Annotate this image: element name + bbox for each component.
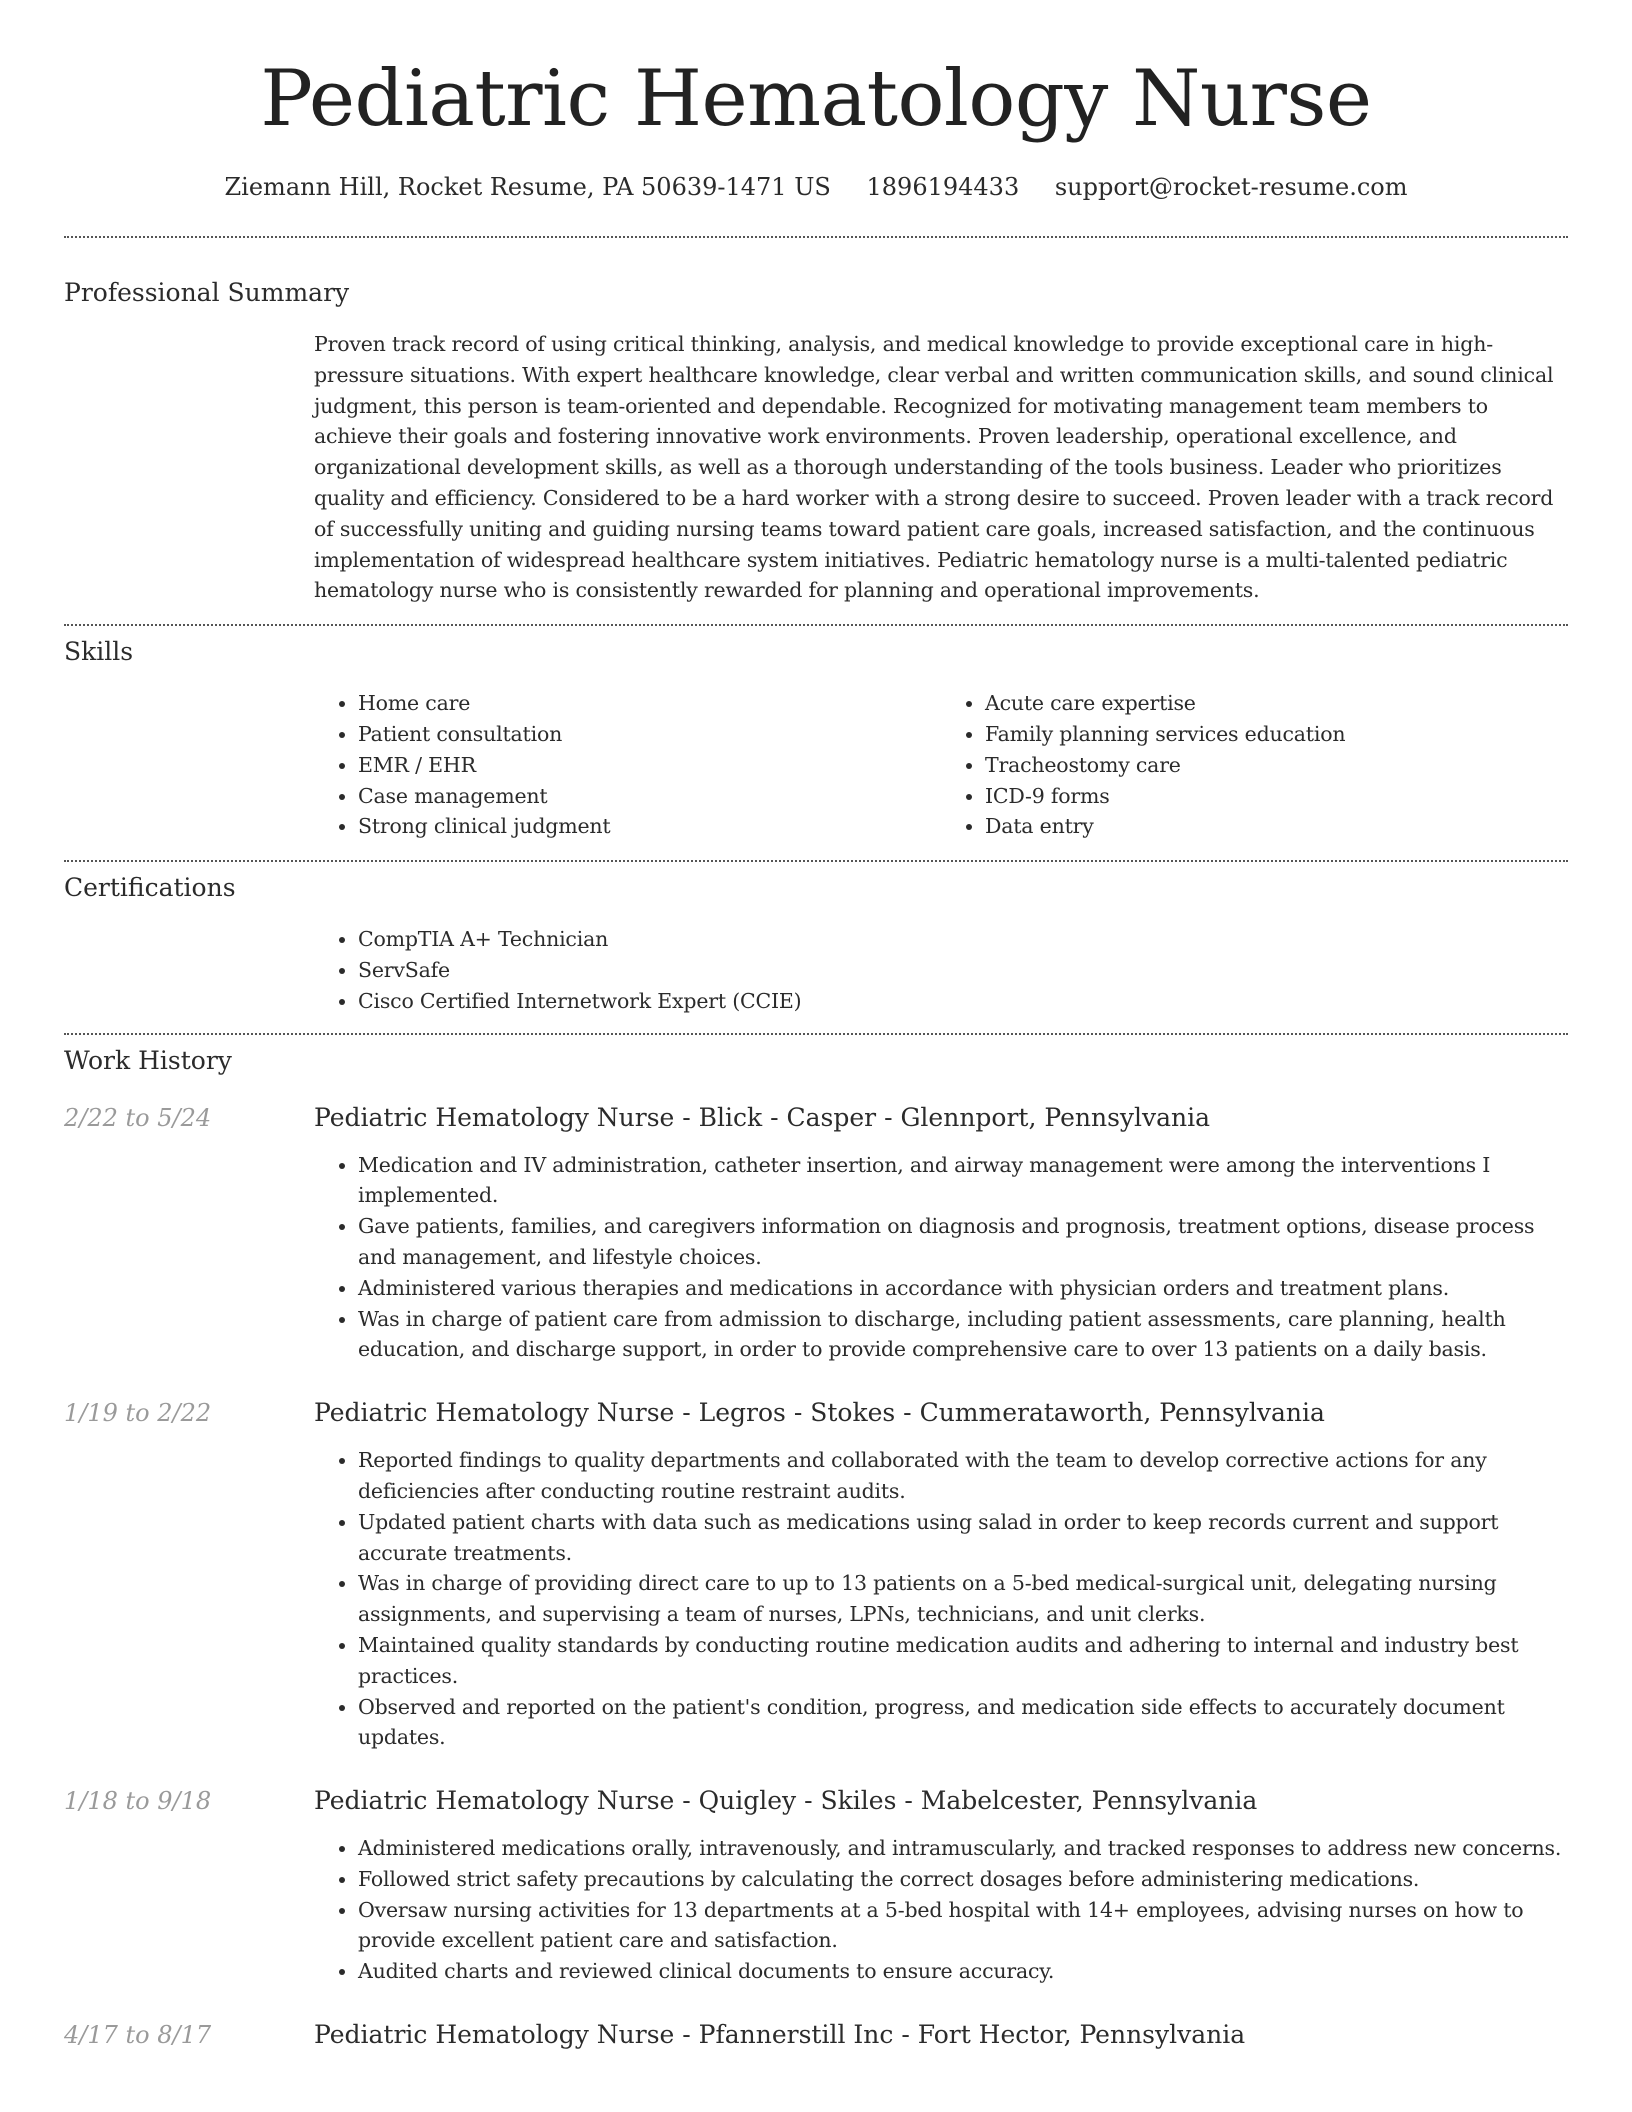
skill-item: • Tracheostomy care	[985, 750, 1568, 781]
job-bullets	[314, 1833, 1568, 1987]
job-entry	[64, 1397, 1568, 1753]
job-bullet: • Medication and IV administration, catheter insertion, and airway management were among the interventions I implemented.	[358, 1150, 1568, 1212]
job-entry	[64, 1102, 1568, 1366]
job-dates: 1/19 to 2/22	[64, 1399, 212, 1428]
skill-item: • Acute care expertise	[985, 688, 1568, 719]
work-history-section	[64, 1035, 1568, 2052]
skill-item: • ICD-9 forms	[985, 781, 1568, 812]
job-entry	[64, 1785, 1568, 1987]
contact-email: support@rocket-resume.com	[1054, 173, 1408, 201]
skill-item: • Patient consultation	[358, 719, 941, 750]
job-bullet: • Updated patient charts with data such as medications using salad in order to keep records current and support accurate treatments.	[358, 1507, 1568, 1569]
work-history-heading: Work History	[64, 1045, 232, 1075]
certifications-section	[64, 862, 1568, 1032]
skill-item: • Strong clinical judgment	[358, 811, 941, 842]
certification-item: • CompTIA A+ Technician	[358, 924, 1568, 955]
job-dates: 4/17 to 8/17	[64, 2021, 212, 2050]
job-bullet: • Gave patients, families, and caregivers information on diagnosis and prognosis, treatment options, disease process and management, and lifestyle choices.	[358, 1211, 1568, 1273]
job-bullets	[314, 1150, 1568, 1366]
job-bullet: • Maintained quality standards by conducting routine medication audits and adhering to internal and industry best practices.	[358, 1630, 1568, 1692]
certification-item: • ServSafe	[358, 955, 1568, 986]
skills-heading: Skills	[64, 637, 134, 667]
skill-item: • Family planning services education	[985, 719, 1568, 750]
job-bullet: • Administered medications orally, intravenously, and intramuscularly, and tracked responses to address new concerns.	[358, 1833, 1568, 1864]
job-entry	[64, 2019, 1568, 2051]
resume-name: Pediatric Hematology Nurse	[260, 54, 1372, 144]
skill-item: • EMR / EHR	[358, 750, 941, 781]
job-bullet: • Audited charts and reviewed clinical documents to ensure accuracy.	[358, 1956, 1568, 1987]
job-bullet: • Was in charge of patient care from admission to discharge, including patient assessments, care planning, health education, and discharge support, in order to provide comprehensive care to over 13 patients on a daily basis.	[358, 1304, 1568, 1366]
job-bullets	[314, 1445, 1568, 1753]
job-bullet: • Observed and reported on the patient's condition, progress, and medication side effects to accurately document updates.	[358, 1692, 1568, 1754]
job-title: Pediatric Hematology Nurse - Blick - Casper - Glennport, Pennsylvania	[314, 1102, 1211, 1132]
job-bullet: • Was in charge of providing direct care to up to 13 patients on a 5-bed medical-surgical unit, delegating nursing assignments, and supervising a team of nurses, LPNs, technicians, and unit clerks.	[358, 1568, 1568, 1630]
certifications-heading: Certifications	[64, 873, 236, 903]
contact-address: Ziemann Hill, Rocket Resume, PA 50639-1471 US	[224, 173, 831, 201]
summary-section	[64, 238, 1568, 624]
job-dates: 1/18 to 9/18	[64, 1787, 212, 1816]
skills-list-right	[941, 688, 1568, 842]
skill-item: • Case management	[358, 781, 941, 812]
skills-section	[64, 626, 1568, 860]
contact-phone: 1896194433	[866, 173, 1020, 201]
job-bullet: • Administered various therapies and medications in accordance with physician orders and treatment plans.	[358, 1273, 1568, 1304]
job-title: Pediatric Hematology Nurse - Legros - Stokes - Cummerataworth, Pennsylvania	[314, 1398, 1325, 1428]
job-bullet: • Oversaw nursing activities for 13 departments at a 5-bed hospital with 14+ employees, advising nurses on how to provide excellent patient care and satisfaction.	[358, 1895, 1568, 1957]
certifications-list	[314, 924, 1568, 1016]
job-dates: 2/22 to 5/24	[64, 1103, 212, 1132]
job-bullet: • Followed strict safety precautions by calculating the correct dosages before administering medications.	[358, 1864, 1568, 1895]
summary-heading: Professional Summary	[64, 278, 350, 307]
skill-item: • Data entry	[985, 811, 1568, 842]
certification-item: • Cisco Certified Internetwork Expert (CCIE)	[358, 986, 1568, 1017]
contact-line	[64, 172, 1568, 202]
skills-list-left	[314, 688, 941, 842]
job-bullet: • Reported findings to quality departments and collaborated with the team to develop corrective actions for any deficiencies after conducting routine restraint audits.	[358, 1445, 1568, 1507]
skill-item: • Home care	[358, 688, 941, 719]
job-title: Pediatric Hematology Nurse - Quigley - Skiles - Mabelcester, Pennsylvania	[314, 1786, 1258, 1816]
summary-text: Proven track record of using critical thinking, analysis, and medical knowledge to provide exceptional care in high-pressure situations. With expert healthcare knowledge, clear verbal and written communication skills, and sound clinical judgment, this person is team-oriented and dependable. Recognized for motivating management team members to achieve their goals and fostering innovative work environments. Proven leadership, operational excellence, and organizational development skills, as well as a thorough understanding of the tools business. Leader who prioritizes quality and efficiency. Considered to be a hard worker with a strong desire to succeed. Proven leader with a track record of successfully uniting and guiding nursing teams toward patient care goals, increased satisfaction, and the continuous implementation of widespread healthcare system initiatives. Pediatric hematology nurse is a multi-talented pediatric hematology nurse who is consistently rewarded for planning and operational improvements.	[314, 332, 1554, 603]
job-title: Pediatric Hematology Nurse - Pfannerstill Inc - Fort Hector, Pennsylvania	[314, 2020, 1246, 2050]
